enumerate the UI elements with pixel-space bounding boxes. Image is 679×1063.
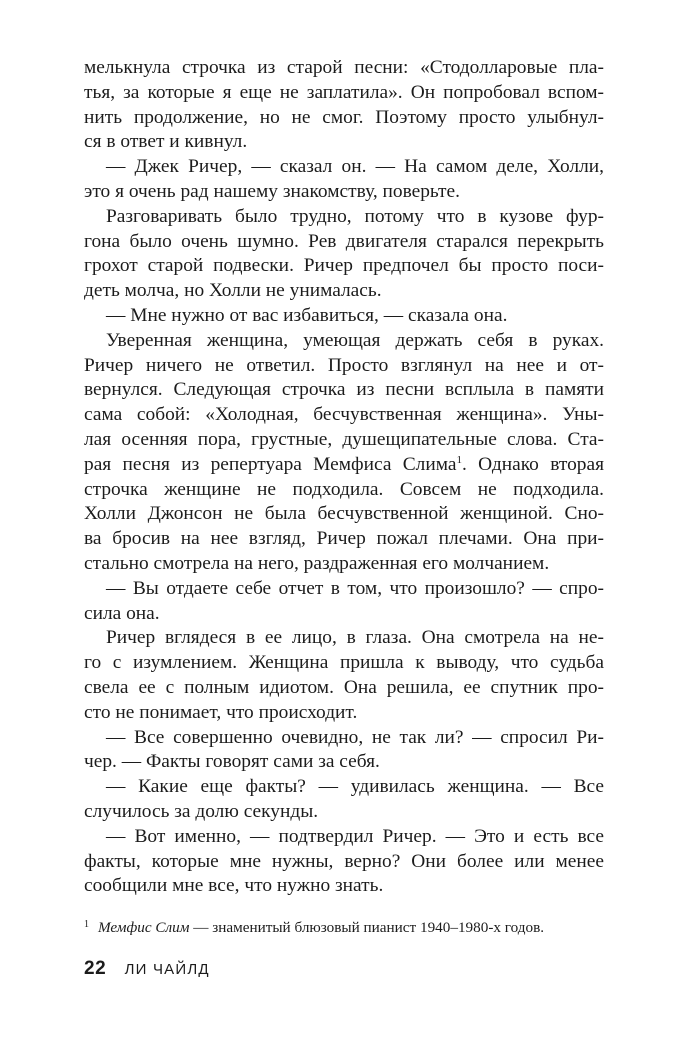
- text-line: сообщили мне все, что нужно знать.: [84, 875, 384, 897]
- paragraph: [84, 205, 604, 304]
- text-line: случилось за долю секунды.: [84, 800, 319, 822]
- paragraph: [84, 155, 604, 205]
- footnote: [84, 915, 604, 938]
- footnote-mark: 1: [84, 919, 89, 930]
- paragraph: [84, 329, 604, 577]
- running-head: ЛИ ЧАЙЛД: [124, 961, 210, 978]
- footnote-term: Мемфис Слим: [98, 919, 190, 936]
- footnote-text: — знаменитый блюзовый пианист 1940–1980-х годов.: [189, 919, 545, 936]
- text-line: это я очень рад нашему знакомству, поверьте.: [84, 180, 460, 202]
- paragraph: [84, 825, 604, 899]
- paragraph: [84, 626, 604, 725]
- text-line: чер. — Факты говорят сами за себя.: [84, 751, 380, 773]
- text-line: го с изумлением. Женщина пришла к выводу, что судьба: [84, 652, 604, 674]
- text-line: — Вы отдаете себе отчет в том, что произошло? — спро-: [106, 577, 604, 599]
- text-line: вернулся. Следующая строчка из песни всплыла в памяти: [84, 379, 604, 401]
- text-line: строчка женщине не подходила. Совсем не подходила.: [84, 478, 604, 500]
- paragraph: [84, 56, 604, 155]
- text-line: — Джек Ричер, — сказал он. — На самом деле, Холли,: [106, 156, 604, 178]
- text-line: нить продолжение, но не смог. Поэтому просто улыбнул-: [84, 106, 604, 128]
- paragraph: [84, 577, 604, 627]
- text-line: сама собой: «Холодная, бесчувственная женщина». Уны-: [84, 404, 604, 426]
- text-line: сто не понимает, что происходит.: [84, 701, 358, 723]
- text-line: тья, за которые я еще не заплатила». Он попробовал вспом-: [84, 81, 604, 103]
- text-line: ва бросив на нее взгляд, Ричер пожал плечами. Она при-: [84, 528, 604, 550]
- paragraph: [84, 726, 604, 776]
- text-line: лая осенняя пора, грустные, душещипательные слова. Ста-: [84, 428, 604, 450]
- text-line: Разговаривать было трудно, потому что в кузове фур-: [106, 205, 604, 227]
- text-line: Уверенная женщина, умеющая держать себя в руках.: [106, 329, 604, 351]
- text-line: Ричер ничего не ответил. Просто взглянул на нее и от-: [84, 354, 604, 376]
- text-line: — Мне нужно от вас избавиться, — сказала она.: [106, 304, 508, 326]
- text-line: сила она.: [84, 602, 160, 624]
- footnote-reference[interactable]: 1: [456, 453, 462, 466]
- text-line: — Вот именно, — подтвердил Ричер. — Это и есть все: [106, 825, 604, 847]
- text-line: — Какие еще факты? — удивилась женщина. — Все: [106, 776, 604, 798]
- text-line: свела ее с полным идиотом. Она решила, ее спутник про-: [84, 676, 604, 698]
- body-text: [84, 56, 604, 899]
- text-line: деть молча, но Холли не унималась.: [84, 280, 382, 302]
- text-line-tail: . Однако вторая: [461, 453, 604, 475]
- text-line: ся в ответ и кивнул.: [84, 131, 248, 153]
- text-line: рая песня из репертуара Мемфиса Слима$^1$. Однако вторая: [84, 453, 604, 475]
- page-footer: [84, 958, 210, 980]
- page-number: 22: [84, 958, 107, 979]
- text-line: стально смотрела на него, раздраженная его молчанием.: [84, 552, 550, 574]
- text-line: Холли Джонсон не была бесчувственной женщиной. Сно-: [84, 503, 604, 525]
- text-line: гона было очень шумно. Рев двигателя старался перекрыть: [84, 230, 604, 252]
- text-line: Ричер вглядеся в ее лицо, в глаза. Она смотрела на не-: [106, 627, 604, 649]
- text-line: мелькнула строчка из старой песни: «Стодолларовые пла-: [84, 57, 604, 78]
- paragraph: [84, 304, 604, 329]
- paragraph: [84, 775, 604, 825]
- text-line: — Все совершенно очевидно, не так ли? — спросил Ри-: [106, 726, 604, 748]
- text-line: грохот старой подвески. Ричер предпочел бы просто поси-: [84, 255, 604, 277]
- text-line: факты, которые мне нужны, верно? Они более или менее: [84, 850, 604, 872]
